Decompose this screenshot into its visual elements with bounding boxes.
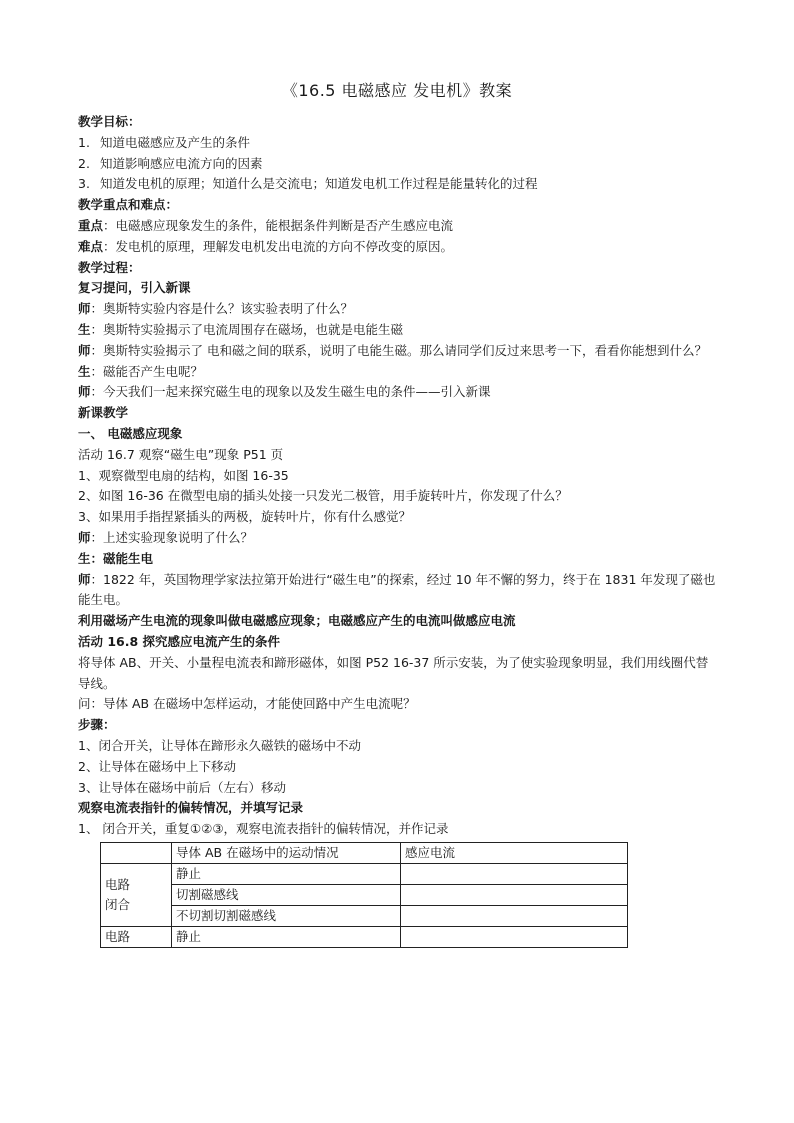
text-line <box>78 653 718 695</box>
speaker-label: 师 <box>78 342 91 358</box>
document-title: 《16.5 电磁感应 发电机》教案 <box>281 81 513 100</box>
text-line <box>78 237 718 258</box>
list-number: 1. <box>78 134 90 150</box>
table-header-row <box>101 842 628 863</box>
text-line <box>78 112 718 133</box>
text-line <box>78 528 718 549</box>
record-table <box>100 842 628 948</box>
speaker-label: 师 <box>78 529 91 545</box>
line-text: 知道发电机的原理；知道什么是交流电；知道发电机工作过程是能量转化的过程 <box>100 176 538 192</box>
line-text: 新课教学 <box>78 405 129 421</box>
text-line <box>78 507 718 528</box>
speaker-label: 师 <box>78 571 91 587</box>
text-line <box>78 403 718 424</box>
line-text: 活动 16.8 探究感应电流产生的条件 <box>78 633 281 649</box>
line-text: 1、观察微型电扇的结构，如图 16-35 <box>78 467 289 483</box>
line-text: 1、 闭合开关，重复①②③，观察电流表指针的偏转情况，并作记录 <box>78 821 449 837</box>
text-line <box>78 341 718 362</box>
line-text: 知道影响感应电流方向的因素 <box>100 155 263 171</box>
line-text: 3、让导体在磁场中前后（左右）移动 <box>78 779 286 795</box>
current-cell <box>401 926 628 947</box>
table-header-cell <box>101 842 172 863</box>
text-line <box>78 133 718 154</box>
text-line <box>78 320 718 341</box>
line-text: ：电磁感应现象发生的条件，能根据条件判断是否产生感应电流 <box>103 217 454 233</box>
line-text: 观察电流表指针的偏转情况，并填写记录 <box>78 800 304 816</box>
line-text: 1、闭合开关，让导体在蹄形永久磁铁的磁场中不动 <box>78 737 361 753</box>
text-line <box>78 819 718 840</box>
line-text: 复习提问，引入新课 <box>78 280 191 296</box>
line-text: ：发电机的原理，理解发电机发出电流的方向不停改变的原因。 <box>103 238 454 254</box>
text-line <box>78 466 718 487</box>
text-line <box>78 798 718 819</box>
line-text: ：奥斯特实验揭示了电流周围存在磁场，也就是电能生磁 <box>90 321 404 337</box>
line-text: ：上述实验现象说明了什么？ <box>90 529 254 545</box>
table-group-label <box>101 863 172 926</box>
text-line <box>78 382 718 403</box>
text-line <box>78 445 718 466</box>
motion-cell: 静止 <box>172 863 401 884</box>
line-text: 教学过程： <box>78 259 141 275</box>
line-text: 活动 16.7 观察“磁生电”现象 P51 页 <box>78 446 284 462</box>
text-line <box>78 195 718 216</box>
text-line <box>78 362 718 383</box>
text-line <box>78 258 718 279</box>
text-line <box>78 611 718 632</box>
list-number: 3. <box>78 176 90 192</box>
text-line <box>78 486 718 507</box>
text-line <box>78 278 718 299</box>
text-line <box>78 736 718 757</box>
text-line <box>78 757 718 778</box>
line-text: 一、 电磁感应现象 <box>78 425 183 441</box>
line-text: 将导体 AB、开关、小量程电流表和蹄形磁体，如图 P52 16-37 所示安装，为了使实验现象明显，我们用线圈代替导线。 <box>78 654 709 691</box>
text-line <box>78 778 718 799</box>
line-text: 2、如图 16-36 在微型电扇的插头处接一只发光二极管，用手旋转叶片，你发现了什么？ <box>78 488 568 504</box>
line-text: 3、如果用手指捏紧插头的两极，旋转叶片，你有什么感觉？ <box>78 509 411 525</box>
speaker-label: 难点 <box>78 238 104 254</box>
text-line <box>78 216 718 237</box>
current-cell <box>401 905 628 926</box>
text-line <box>78 715 718 736</box>
text-line <box>78 424 718 445</box>
text-line <box>78 299 718 320</box>
line-text: ：磁能生电 <box>90 550 154 566</box>
line-text: 步骤： <box>78 717 116 733</box>
speaker-label: 生 <box>78 321 91 337</box>
text-line <box>78 694 718 715</box>
table-row <box>101 884 628 905</box>
text-line <box>78 549 718 570</box>
line-text: ：1822 年，英国物理学家法拉第开始进行“磁生电”的探索，经过 10 年不懈的努力，终于在 1831 年发现了磁也能生电。 <box>78 571 716 608</box>
table-row <box>101 926 628 947</box>
speaker-label: 师 <box>78 384 91 400</box>
group-label-text: 闭合 <box>105 896 131 912</box>
speaker-label: 重点 <box>78 217 104 233</box>
line-text: 利用磁场产生电流的现象叫做电磁感应现象；电磁感应产生的电流叫做感应电流 <box>78 613 516 629</box>
line-text: 教学目标： <box>78 114 141 129</box>
motion-cell: 静止 <box>172 926 401 947</box>
record-table-wrap <box>100 842 718 948</box>
current-cell <box>401 884 628 905</box>
text-line <box>78 154 718 175</box>
motion-cell: 不切割切割磁感线 <box>172 905 401 926</box>
table-header-cell: 导体 AB 在磁场中的运动情况 <box>172 842 401 863</box>
line-text: ：磁能否产生电呢？ <box>90 363 204 379</box>
group-label-text: 电路 <box>105 876 131 892</box>
line-text: ：今天我们一起来探究磁生电的现象以及发生磁生电的条件——引入新课 <box>90 384 491 400</box>
line-text: 问：导体 AB 在磁场中怎样运动，才能使回路中产生电流呢？ <box>78 696 416 712</box>
line-text: 2、让导体在磁场中上下移动 <box>78 758 236 774</box>
line-text: ：奥斯特实验揭示了 电和磁之间的联系，说明了电能生磁。那么请同学们反过来思考一下，看看你能想到什么？ <box>90 342 707 358</box>
text-line <box>78 570 718 612</box>
list-number: 2. <box>78 155 90 171</box>
motion-cell: 切割磁感线 <box>172 884 401 905</box>
speaker-label: 师 <box>78 301 91 317</box>
text-line <box>78 632 718 653</box>
table-row <box>101 905 628 926</box>
line-text: 教学重点和难点： <box>78 197 179 213</box>
speaker-label: 生 <box>78 550 91 566</box>
table-group-label: 电路 <box>101 926 172 947</box>
line-text: 知道电磁感应及产生的条件 <box>100 134 251 150</box>
table-row <box>101 863 628 884</box>
text-line <box>78 174 718 195</box>
line-text: ：奥斯特实验内容是什么？该实验表明了什么？ <box>90 301 354 317</box>
speaker-label: 生 <box>78 363 91 379</box>
document-body <box>78 112 718 948</box>
table-header-cell: 感应电流 <box>401 842 628 863</box>
current-cell <box>401 863 628 884</box>
